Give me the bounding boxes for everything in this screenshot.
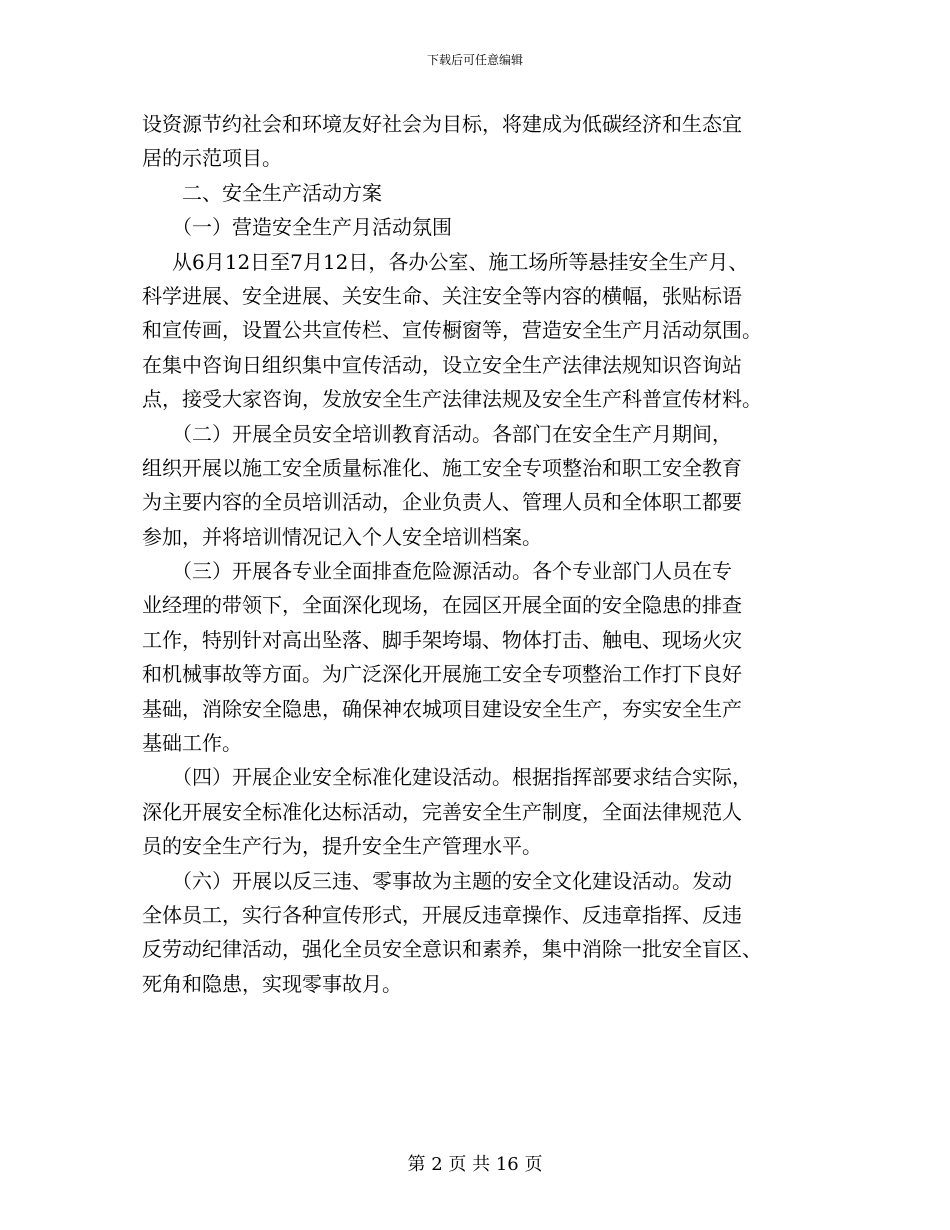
body-line: 反劳动纪律活动，强化全员安全意识和素养，集中消除一批安全盲区、 <box>142 937 762 962</box>
page-footer: 第 2 页 共 16 页 <box>407 1154 543 1175</box>
body-line: （四）开展企业安全标准化建设活动。根据指挥部要求结合实际， <box>172 765 752 790</box>
body-line: （三）开展各专业全面排查危险源活动。各个专业部门人员在专 <box>172 559 732 584</box>
body-line: 居的示范项目。 <box>142 146 282 171</box>
body-line: 基础，消除安全隐患，确保神农城项目建设安全生产，夯实安全生产 <box>142 696 742 721</box>
body-line: 员的安全生产行为，提升安全生产管理水平。 <box>142 834 542 859</box>
document-body <box>142 107 818 1001</box>
body-line: （二）开展全员安全培训教育活动。各部门在安全生产月期间， <box>172 421 732 446</box>
body-line: 和宣传画，设置公共宣传栏、宣传橱窗等，营造安全生产月活动氛围。 <box>142 318 762 343</box>
body-line: （六）开展以反三违、零事故为主题的安全文化建设活动。发动 <box>172 868 732 893</box>
body-line: 为主要内容的全员培训活动，企业负责人、管理人员和全体职工都要 <box>142 490 742 515</box>
page-header: 下载后可任意编辑 <box>426 53 523 67</box>
body-line: 死角和隐患，实现零事故月。 <box>142 971 402 996</box>
body-line: 业经理的带领下，全面深化现场，在园区开展全面的安全隐患的排查 <box>142 593 742 618</box>
section-heading: 二、安全生产活动方案 <box>182 180 382 205</box>
body-line: 深化开展安全标准化达标活动，完善安全生产制度，全面法律规范人 <box>142 799 742 824</box>
body-line: 设资源节约社会和环境友好社会为目标，将建成为低碳经济和生态宜 <box>142 112 742 136</box>
body-line: 参加，并将培训情况记入个人安全培训档案。 <box>142 524 542 549</box>
body-line: 从6月12日至7月12日，各办公室、施工场所等悬挂安全生产月、 <box>172 249 749 274</box>
body-line: 和机械事故等方面。为广泛深化开展施工安全专项整治工作打下良好 <box>142 662 742 687</box>
body-line: 点，接受大家咨询，发放安全生产法律法规及安全生产科普宣传材料。 <box>142 387 762 412</box>
subsection-heading: （一）营造安全生产月活动氛围 <box>172 215 452 240</box>
body-line: 组织开展以施工安全质量标准化、施工安全专项整治和职工安全教育 <box>142 455 742 480</box>
body-line: 工作，特别针对高出坠落、脚手架垮塌、物体打击、触电、现场火灾 <box>142 627 742 652</box>
body-line: 基础工作。 <box>142 731 242 756</box>
body-line: 全体员工，实行各种宣传形式，开展反违章操作、反违章指挥、反违 <box>142 902 742 927</box>
body-line: 在集中咨询日组织集中宣传活动，设立安全生产法律法规知识咨询站 <box>142 352 742 377</box>
body-line: 科学进展、安全进展、关安生命、关注安全等内容的横幅，张贴标语 <box>142 283 742 308</box>
